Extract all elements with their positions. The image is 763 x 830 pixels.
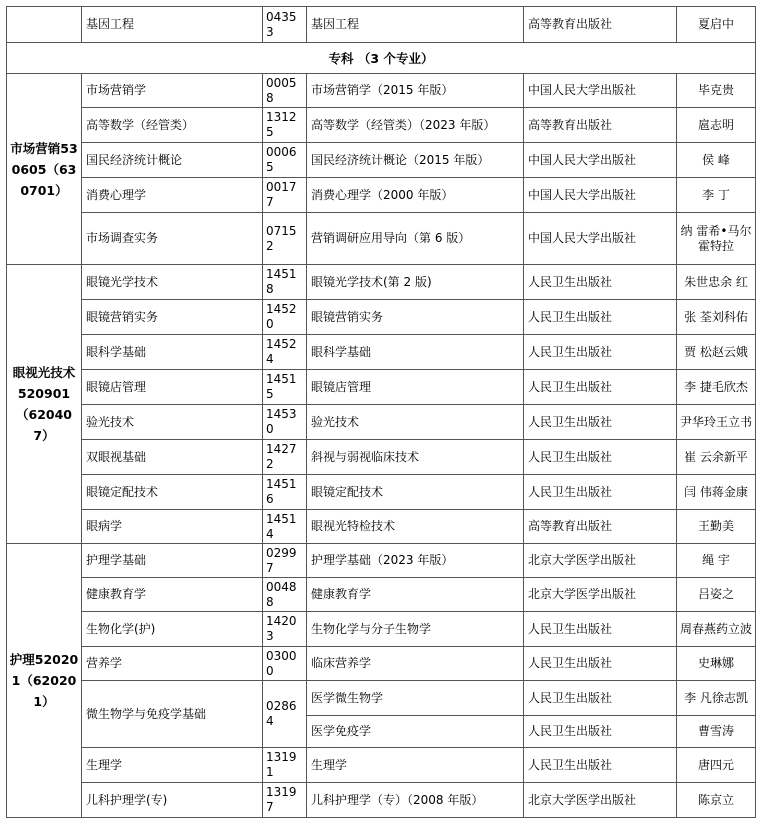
course-name: 生理学 [82,748,263,783]
course-code: 14515 [263,370,307,405]
textbook-title: 高等数学（经管类）（2023 年版） [307,108,524,143]
author: 张 荃刘科佑 [677,300,756,335]
table-row [7,440,756,475]
table-row [7,681,756,716]
author: 侯 峰 [677,143,756,178]
author: 李 丁 [677,178,756,213]
table-row [7,612,756,647]
table-row [7,7,756,43]
publisher: 中国人民大学出版社 [524,178,677,213]
author: 周春燕药立波 [677,612,756,647]
course-name: 眼镜光学技术 [82,265,263,300]
course-code: 14516 [263,475,307,510]
course-name: 市场营销学 [82,74,263,108]
course-name: 高等数学（经管类） [82,108,263,143]
textbook-title: 市场营销学（2015 年版） [307,74,524,108]
course-code: 00488 [263,578,307,612]
publisher: 高等教育出版社 [524,7,677,43]
course-name: 眼镜营销实务 [82,300,263,335]
table-row [7,143,756,178]
course-code: 00065 [263,143,307,178]
course-code: 14514 [263,510,307,544]
course-name: 微生物学与免疫学基础 [82,681,263,748]
author: 陈京立 [677,783,756,818]
publisher: 中国人民大学出版社 [524,143,677,178]
course-code: 13125 [263,108,307,143]
publisher: 人民卫生出版社 [524,405,677,440]
publisher: 北京大学医学出版社 [524,783,677,818]
publisher: 人民卫生出版社 [524,370,677,405]
major-cell [7,7,82,43]
course-name: 眼病学 [82,510,263,544]
author: 朱世忠余 红 [677,265,756,300]
course-code: 13191 [263,748,307,783]
table-row [7,300,756,335]
author: 王勤美 [677,510,756,544]
section-title: 专科 （3 个专业） [7,43,756,74]
textbook-title: 国民经济统计概论（2015 年版） [307,143,524,178]
publisher: 人民卫生出版社 [524,716,677,748]
textbook-title: 眼镜店管理 [307,370,524,405]
textbook-table [6,6,756,818]
course-code: 07152 [263,213,307,265]
author: 扈志明 [677,108,756,143]
course-code: 14518 [263,265,307,300]
course-name: 双眼视基础 [82,440,263,475]
table-row [7,475,756,510]
course-code: 13197 [263,783,307,818]
major-name: 护理520201（620201） [7,544,82,818]
publisher: 人民卫生出版社 [524,681,677,716]
textbook-title: 健康教育学 [307,578,524,612]
course-code: 00058 [263,74,307,108]
author: 吕姿之 [677,578,756,612]
textbook-title: 生物化学与分子生物学 [307,612,524,647]
publisher: 人民卫生出版社 [524,440,677,475]
major-name: 市场营销530605（630701） [7,74,82,265]
course-code: 14520 [263,300,307,335]
textbook-title: 护理学基础（2023 年版） [307,544,524,578]
author: 李 捷毛欣杰 [677,370,756,405]
publisher: 人民卫生出版社 [524,647,677,681]
author: 夏启中 [677,7,756,43]
author: 毕克贵 [677,74,756,108]
course-name: 眼镜定配技术 [82,475,263,510]
table-row [7,748,756,783]
course-name: 国民经济统计概论 [82,143,263,178]
author: 贾 松赵云娥 [677,335,756,370]
course-code: 14530 [263,405,307,440]
course-name: 消费心理学 [82,178,263,213]
table-row [7,335,756,370]
table-row [7,265,756,300]
table-row [7,213,756,265]
textbook-title: 斜视与弱视临床技术 [307,440,524,475]
table-row [7,510,756,544]
author: 绳 宇 [677,544,756,578]
author: 闫 伟蒋金康 [677,475,756,510]
publisher: 人民卫生出版社 [524,300,677,335]
textbook-title: 眼镜营销实务 [307,300,524,335]
author: 尹华玲王立书 [677,405,756,440]
author: 崔 云余新平 [677,440,756,475]
course-code: 02864 [263,681,307,748]
textbook-title: 医学免疫学 [307,716,524,748]
course-name: 儿科护理学(专) [82,783,263,818]
textbook-title: 儿科护理学（专）（2008 年版） [307,783,524,818]
table-row [7,108,756,143]
table-row [7,783,756,818]
table-row [7,578,756,612]
publisher: 人民卫生出版社 [524,748,677,783]
course-name: 验光技术 [82,405,263,440]
publisher: 北京大学医学出版社 [524,578,677,612]
author: 纳 雷希•马尔霍特拉 [677,213,756,265]
author: 李 凡徐志凯 [677,681,756,716]
table-row [7,370,756,405]
course-code: 00177 [263,178,307,213]
table-row [7,405,756,440]
publisher: 人民卫生出版社 [524,265,677,300]
publisher: 高等教育出版社 [524,510,677,544]
textbook-title: 医学微生物学 [307,681,524,716]
course-name: 健康教育学 [82,578,263,612]
author: 史琳娜 [677,647,756,681]
publisher: 北京大学医学出版社 [524,544,677,578]
course-name: 营养学 [82,647,263,681]
course-code: 14203 [263,612,307,647]
textbook-title: 眼镜定配技术 [307,475,524,510]
course-name: 护理学基础 [82,544,263,578]
course-code: 03000 [263,647,307,681]
course-name: 生物化学(护) [82,612,263,647]
textbook-title: 生理学 [307,748,524,783]
author: 唐四元 [677,748,756,783]
table-row [7,74,756,108]
publisher: 人民卫生出版社 [524,612,677,647]
textbook-title: 眼视光特检技术 [307,510,524,544]
textbook-title: 眼镜光学技术(第 2 版) [307,265,524,300]
textbook-title: 眼科学基础 [307,335,524,370]
publisher: 中国人民大学出版社 [524,74,677,108]
table-row [7,647,756,681]
publisher: 中国人民大学出版社 [524,213,677,265]
course-name: 眼镜店管理 [82,370,263,405]
textbook-title: 临床营养学 [307,647,524,681]
textbook-title: 基因工程 [307,7,524,43]
table-row [7,544,756,578]
publisher: 人民卫生出版社 [524,475,677,510]
course-code: 04353 [263,7,307,43]
course-code: 14524 [263,335,307,370]
course-name: 市场调查实务 [82,213,263,265]
author: 曹雪涛 [677,716,756,748]
publisher: 高等教育出版社 [524,108,677,143]
textbook-title: 消费心理学（2000 年版） [307,178,524,213]
publisher: 人民卫生出版社 [524,335,677,370]
course-code: 02997 [263,544,307,578]
course-name: 基因工程 [82,7,263,43]
major-name: 眼视光技术520901（620407） [7,265,82,544]
course-code: 14272 [263,440,307,475]
textbook-title: 营销调研应用导向（第 6 版） [307,213,524,265]
section-header-row [7,43,756,74]
course-name: 眼科学基础 [82,335,263,370]
textbook-title: 验光技术 [307,405,524,440]
table-row [7,178,756,213]
